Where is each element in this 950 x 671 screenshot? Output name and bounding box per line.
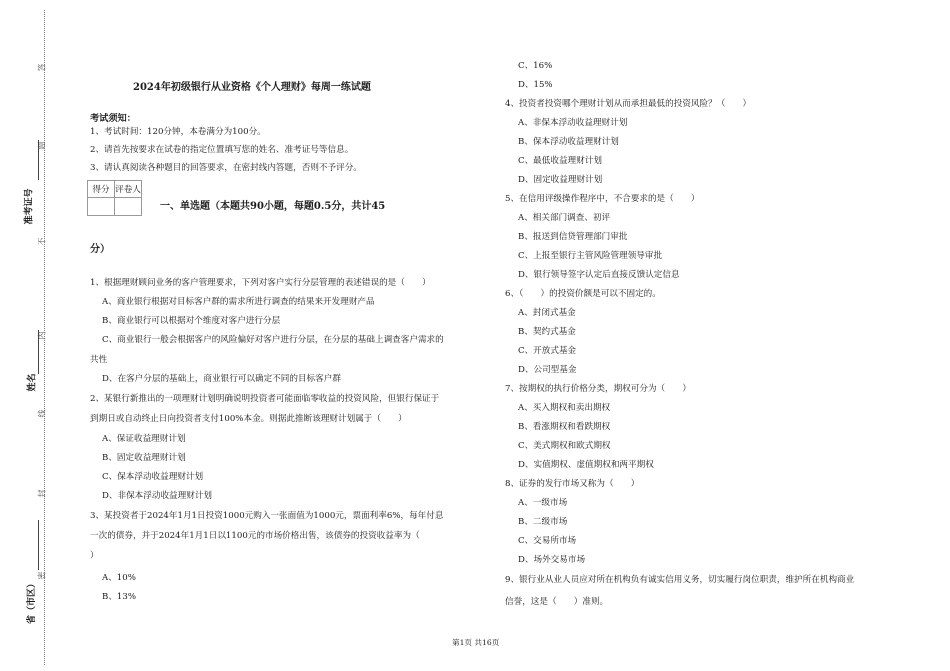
option: D、在客户分层的基础上，商业银行可以确定不同的目标客户群 <box>102 374 341 384</box>
seal-char: 题 <box>37 141 47 150</box>
binding-margin <box>0 0 80 671</box>
option: C、最低收益理财计划 <box>518 156 602 166</box>
option: A、相关部门调查、初评 <box>518 213 611 223</box>
question-stem: 9、银行业从业人员应对所在机构负有诚实信用义务，切实履行岗位职责，维护所在机构商业 <box>505 575 855 585</box>
notice-item: 2、请首先按要求在试卷的指定位置填写您的姓名、准考证号等信息。 <box>90 145 354 155</box>
seal-char: 密 <box>37 571 47 580</box>
option: B、二级市场 <box>518 517 568 527</box>
seal-char: 封 <box>37 489 47 498</box>
question-stem: 8、证券的发行市场又称为（ ） <box>505 479 640 489</box>
option: D、公司型基金 <box>518 365 577 375</box>
question-stem: 2、某银行新推出的一项理财计划明确说明投资者可能面临零收益的投资风险，但银行保证于 <box>90 394 440 404</box>
option: D、固定收益理财计划 <box>518 175 603 185</box>
seal-char: 内 <box>37 331 47 340</box>
grader-cell <box>115 198 142 216</box>
question-stem: 3、某投资者于2024年1月1日投资1000元购入一张面值为1000元，票面利率6%，每年付息 <box>90 511 444 521</box>
grader-label: 评卷人 <box>115 181 142 198</box>
page-number: 第1页 共16页 <box>452 638 500 647</box>
seal-char: 线 <box>37 409 47 418</box>
section-title-cont: 分） <box>90 244 110 255</box>
question-stem-cont: 一次的债券，并于2024年1月1日以1100元的市场价格出售，该债券的投资收益率为（ <box>90 531 420 541</box>
score-label: 得分 <box>88 181 115 198</box>
exam-number-label: 准考证号 <box>24 188 35 225</box>
option: B、报送到信贷管理部门审批 <box>518 232 628 242</box>
question-stem-cont: ） <box>90 551 99 561</box>
notice-heading: 考试须知： <box>90 113 136 124</box>
option: B、契约式基金 <box>518 327 576 337</box>
option: A、保证收益理财计划 <box>102 434 186 444</box>
section-title: 一、单选题（本题共90小题，每题0.5分，共计45 <box>160 201 386 212</box>
option: D、银行领导签字认定后直接反馈认定信息 <box>518 270 680 280</box>
option: C、开放式基金 <box>518 346 577 356</box>
question-stem: 5、在信用评级操作程序中，不合要求的是（ ） <box>505 194 700 204</box>
option: D、场外交易市场 <box>518 555 586 565</box>
question-stem-cont: 信誉，这是（ ）准则。 <box>505 597 609 607</box>
seal-char: 答 <box>37 63 47 72</box>
province-line <box>38 520 39 570</box>
option: B、固定收益理财计划 <box>102 453 186 463</box>
exam-number-line <box>38 140 39 180</box>
page-title: 2024年初级银行从业资格《个人理财》每周一练试题 <box>133 82 371 93</box>
question-stem: 6、（ ）的投资价额是可以不固定的。 <box>505 289 661 299</box>
score-table <box>87 180 142 216</box>
option: D、15% <box>518 80 553 90</box>
question-stem-cont: 到期日或自动终止日向投资者支付100%本金。则据此推断该理财计划属于（ ） <box>90 414 407 424</box>
notice-item: 1、考试时间：120分钟，本卷满分为100分。 <box>90 127 266 137</box>
question-stem: 4、投资者投资哪个理财计划从而承担最低的投资风险？（ ） <box>505 99 752 109</box>
option: D、非保本浮动收益理财计划 <box>102 491 213 501</box>
option: A、封闭式基金 <box>518 308 576 318</box>
option: B、保本浮动收益理财计划 <box>518 137 619 147</box>
option: C、16% <box>518 61 553 71</box>
option: C、美式期权和欧式期权 <box>518 441 611 451</box>
province-label: 省（市区） <box>27 578 38 625</box>
name-line <box>38 330 39 374</box>
option-cont: 共性 <box>90 355 108 365</box>
option: B、商业银行可以根据对个维度对客户进行分层 <box>102 316 281 326</box>
option: A、10% <box>102 573 136 583</box>
seal-char: 不 <box>37 237 47 246</box>
option: A、买入期权和卖出期权 <box>518 403 611 413</box>
option: A、非保本浮动收益理财计划 <box>518 118 628 128</box>
option: D、实值期权、虚值期权和两平期权 <box>518 460 654 470</box>
option: C、商业银行一般会根据客户的风险偏好对客户进行分层，在分层的基础上调查客户需求的 <box>102 335 444 345</box>
score-cell <box>88 198 115 216</box>
option: C、交易所市场 <box>518 536 577 546</box>
notice-item: 3、请认真阅读各种题目的回答要求，在密封线内答题，否则不予评分。 <box>90 163 362 173</box>
option: B、13% <box>102 592 137 602</box>
name-label: 姓名 <box>27 373 38 392</box>
option: A、商业银行根据对目标客户群的需求所进行调查的结果来开发理财产品 <box>102 297 375 307</box>
question-stem: 1、根据理财顾问业务的客户管理要求，下列对客户实行分层管理的表述错误的是（ ） <box>90 278 431 288</box>
option: B、看涨期权和看跌期权 <box>518 422 611 432</box>
option: A、一级市场 <box>518 498 568 508</box>
option: C、上报至银行主管风险管理领导审批 <box>518 251 663 261</box>
question-stem: 7、按期权的执行价格分类，期权可分为（ ） <box>505 384 691 394</box>
option: C、保本浮动收益理财计划 <box>102 472 204 482</box>
